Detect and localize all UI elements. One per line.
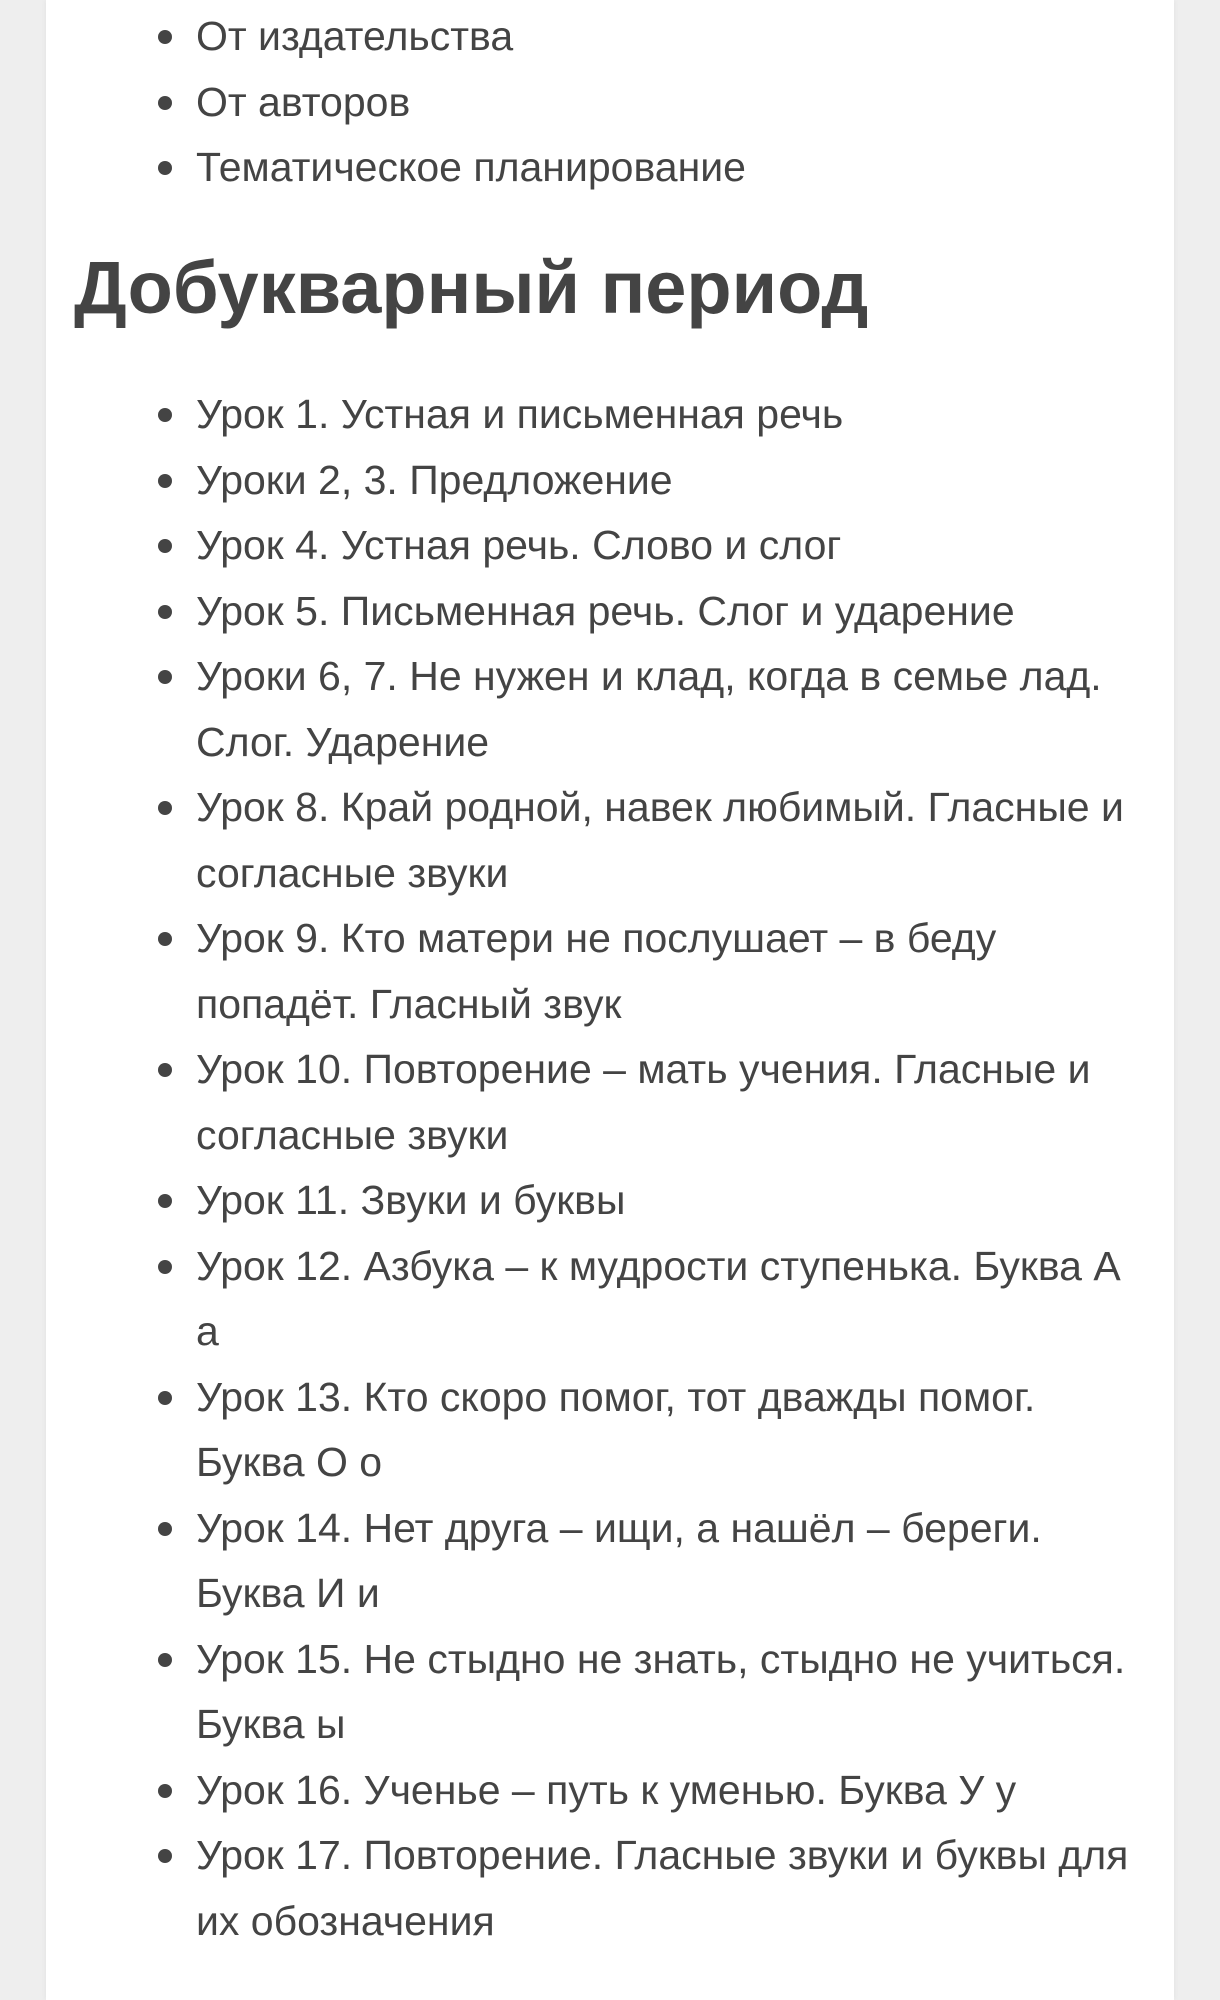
bullet-icon <box>158 1653 172 1667</box>
lesson-item[interactable] <box>46 1168 1174 1234</box>
lesson-item[interactable] <box>46 775 1174 906</box>
bullet-icon <box>158 1522 172 1536</box>
bullet-icon <box>158 1063 172 1077</box>
lesson-link[interactable]: Урок 11. Звуки и буквы <box>196 1177 626 1223</box>
section-heading: Добукварный период <box>74 246 869 329</box>
link-from-publisher[interactable]: От издательства <box>196 13 514 59</box>
lesson-item[interactable] <box>46 1627 1174 1758</box>
lesson-link[interactable]: Урок 14. Нет друга – ищи, а нашёл – береги. Буква И и <box>196 1504 1042 1616</box>
lesson-item[interactable] <box>46 513 1174 579</box>
lesson-item[interactable] <box>46 448 1174 514</box>
content-page <box>46 0 1174 2000</box>
lesson-link[interactable]: Урок 15. Не стыдно не знать, стыдно не учиться. Буква ы <box>196 1635 1126 1747</box>
lesson-link[interactable]: Урок 10. Повторение – мать учения. Гласные и согласные звуки <box>196 1046 1091 1158</box>
lesson-link[interactable]: Уроки 6, 7. Не нужен и клад, когда в семье лад. Слог. Ударение <box>196 653 1102 765</box>
lesson-item[interactable] <box>46 382 1174 448</box>
link-thematic-planning[interactable]: Тематическое планирование <box>196 144 746 190</box>
lesson-link[interactable]: Уроки 2, 3. Предложение <box>196 456 673 503</box>
bullet-icon <box>158 1391 172 1405</box>
lesson-link[interactable]: Урок 4. Устная речь. Слово и слог <box>196 522 842 568</box>
lesson-link[interactable]: Урок 8. Край родной, навек любимый. Гласные и согласные звуки <box>196 784 1124 896</box>
bullet-icon <box>158 932 172 946</box>
top-links-list <box>46 4 1174 201</box>
link-from-authors[interactable]: От авторов <box>196 78 411 125</box>
bullet-icon <box>158 474 172 488</box>
lesson-link[interactable]: Урок 9. Кто матери не послушает – в беду попадёт. Гласный звук <box>196 915 997 1027</box>
bullet-icon <box>158 1260 172 1274</box>
lesson-item[interactable] <box>46 1234 1174 1365</box>
bullet-icon <box>158 539 172 553</box>
lesson-link[interactable]: Урок 5. Письменная речь. Слог и ударение <box>196 587 1015 634</box>
lesson-item[interactable] <box>46 1823 1174 1954</box>
list-item[interactable] <box>46 70 1174 136</box>
lesson-link[interactable]: Урок 16. Ученье – путь к уменью. Буква У у <box>196 1766 1017 1813</box>
bullet-icon <box>158 605 172 619</box>
lesson-link[interactable]: Урок 17. Повторение. Гласные звуки и буквы для их обозначения <box>196 1832 1129 1944</box>
lesson-link[interactable]: Урок 13. Кто скоро помог, тот дважды помог. Буква О о <box>196 1373 1036 1485</box>
bullet-icon <box>158 1194 172 1208</box>
bullet-icon <box>158 161 172 175</box>
bullet-icon <box>158 30 172 44</box>
bullet-icon <box>158 670 172 684</box>
bullet-icon <box>158 801 172 815</box>
lesson-item[interactable] <box>46 1037 1174 1168</box>
lesson-item[interactable] <box>46 644 1174 775</box>
bullet-icon <box>158 96 172 110</box>
bullet-icon <box>158 1849 172 1863</box>
lessons-list <box>46 382 1174 1954</box>
lesson-item[interactable] <box>46 1365 1174 1496</box>
lesson-item[interactable] <box>46 1496 1174 1627</box>
bullet-icon <box>158 1784 172 1798</box>
lesson-link[interactable]: Урок 12. Азбука – к мудрости ступенька. Буква А а <box>196 1242 1121 1354</box>
list-item[interactable] <box>46 4 1174 70</box>
lesson-item[interactable] <box>46 1758 1174 1824</box>
list-item[interactable] <box>46 135 1174 201</box>
lesson-link[interactable]: Урок 1. Устная и письменная речь <box>196 391 844 437</box>
lesson-item[interactable] <box>46 579 1174 645</box>
bullet-icon <box>158 408 172 422</box>
lesson-item[interactable] <box>46 906 1174 1037</box>
